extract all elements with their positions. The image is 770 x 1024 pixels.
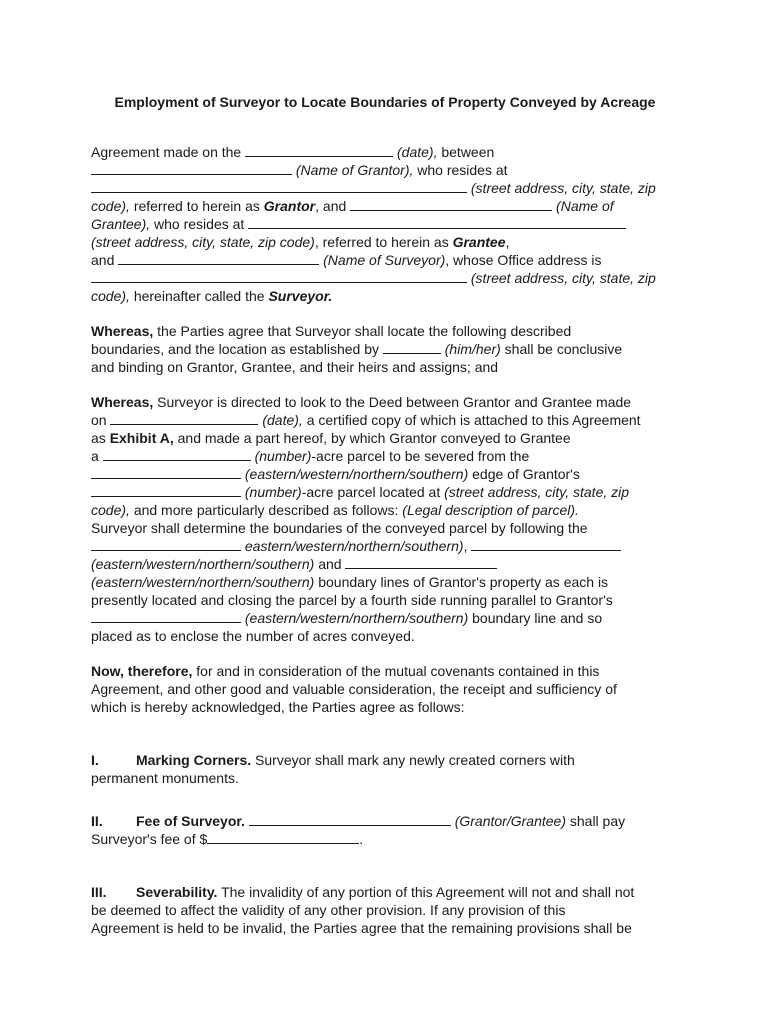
text: Agreement, and other good and valuable consideration, the receipt and sufficiency of [91, 681, 617, 697]
text: hereinafter called the [133, 288, 265, 304]
text: , referred to herein as [314, 234, 449, 250]
text: Surveyor's fee of $ [91, 831, 208, 847]
text: (Name of Surveyor) [323, 252, 446, 268]
text: Surveyor is directed to look to the Deed between Grantor and Grantee made [157, 394, 632, 410]
text: who resides at [154, 216, 245, 232]
fee-amount-blank[interactable] [207, 831, 359, 844]
text: boundary line and so [472, 610, 603, 626]
section-number: I. [91, 752, 99, 768]
text: Whereas, [91, 323, 154, 339]
text: and [91, 252, 115, 268]
text: . [359, 831, 364, 847]
section-severability [91, 883, 681, 937]
section-number: III. [91, 884, 107, 900]
edge-direction-blank[interactable] [91, 466, 241, 479]
section-heading: Severability. [136, 884, 218, 900]
section-heading: Fee of Surveyor. [136, 813, 245, 829]
payer-blank[interactable] [249, 813, 451, 826]
date-blank[interactable] [245, 144, 393, 157]
text: (eastern/western/northern/southern) [244, 610, 469, 626]
boundary-direction-blank-1[interactable] [91, 538, 241, 551]
text: (street address, city, state, zip code) [91, 234, 315, 250]
document-body [91, 143, 681, 937]
text: between [441, 144, 495, 160]
grantor-name-blank[interactable] [91, 162, 292, 175]
whereas-paragraph-2 [91, 393, 681, 645]
text: boundary lines of Grantor's property as each is [318, 574, 609, 590]
text: for and in consideration of the mutual covenants contained in this [196, 663, 600, 679]
text: edge of Grantor's [472, 466, 580, 482]
surveyor-address-blank[interactable] [91, 270, 467, 283]
text: Agreement made on the [91, 144, 242, 160]
text: (him/her) [444, 341, 501, 357]
text: (Name of Grantor), [295, 162, 414, 178]
text: and [318, 556, 342, 572]
grantor-address-blank[interactable] [91, 180, 467, 193]
text: Grantee [452, 234, 506, 250]
text: Surveyor. [268, 288, 333, 304]
section-number: II. [91, 813, 103, 829]
text: Exhibit A, [109, 430, 174, 446]
text: , [463, 538, 468, 554]
text: presently located and closing the parcel by a fourth side running parallel to Grantor's [91, 592, 613, 608]
boundary-direction-blank-2[interactable] [471, 538, 621, 551]
text: , [505, 234, 510, 250]
text: (eastern/western/northern/southern) [91, 574, 315, 590]
now-therefore-paragraph [91, 662, 681, 716]
text: -acre parcel located at [301, 484, 441, 500]
text: and binding on Grantor, Grantee, and their heirs and assigns; and [91, 359, 499, 375]
boundary-direction-blank-4[interactable] [91, 610, 241, 623]
text: a certified copy of which is attached to this Agreement [306, 412, 641, 428]
text: (Legal description of parcel). [402, 502, 579, 518]
text: -acre parcel to be severed from the [311, 448, 530, 464]
text: code), [91, 288, 130, 304]
acre-number-blank[interactable] [103, 448, 251, 461]
text: referred to herein as [133, 198, 260, 214]
text: Surveyor shall determine the boundaries of the conveyed parcel by following the [91, 520, 588, 536]
text: who resides at [417, 162, 508, 178]
text: as [91, 430, 106, 446]
text: eastern/western/northern/southern) [244, 538, 464, 554]
text: Whereas, [91, 394, 154, 410]
pronoun-blank[interactable] [383, 341, 441, 354]
text: shall pay [569, 813, 626, 829]
text: (date), [262, 412, 303, 428]
text: code), [91, 198, 130, 214]
text: Now, therefore, [91, 663, 193, 679]
text: (Name of [556, 198, 614, 214]
text: The invalidity of any portion of this Agreement will not and shall not [221, 884, 635, 900]
agreement-paragraph [91, 143, 681, 305]
grantee-address-blank[interactable] [248, 216, 626, 229]
deed-date-blank[interactable] [110, 412, 258, 425]
text: permanent monuments. [91, 770, 239, 786]
text: (eastern/western/northern/southern) [91, 556, 315, 572]
text: , and [315, 198, 347, 214]
parcel-number-blank[interactable] [91, 484, 241, 497]
boundary-direction-blank-3[interactable] [345, 556, 497, 569]
text: (eastern/western/northern/southern) [244, 466, 469, 482]
text: (number) [254, 448, 312, 464]
text: Grantee), [91, 216, 151, 232]
text: which is hereby acknowledged, the Parties agree as follows: [91, 699, 465, 715]
text: the Parties agree that Surveyor shall locate the following described [157, 323, 572, 339]
text: Agreement is held to be invalid, the Parties agree that the remaining provisions shall be [91, 920, 632, 936]
text: a [91, 448, 99, 464]
whereas-paragraph-1 [91, 322, 681, 376]
text: (street address, city, state, zip [444, 484, 630, 500]
text: and more particularly described as follows: [133, 502, 399, 518]
text: , whose Office address is [445, 252, 602, 268]
text: (street address, city, state, zip [470, 180, 656, 196]
text: and made a part hereof, by which Grantor conveyed to Grantee [177, 430, 571, 446]
section-fee-of-surveyor [91, 812, 681, 848]
text: shall be conclusive [504, 341, 623, 357]
surveyor-name-blank[interactable] [118, 252, 319, 265]
text: be deemed to affect the validity of any other provision. If any provision of this [91, 902, 566, 918]
text: boundaries, and the location as established by [91, 341, 379, 357]
text: placed as to enclose the number of acres conveyed. [91, 628, 415, 644]
section-marking-corners [91, 751, 681, 787]
document-title: Employment of Surveyor to Locate Boundaries of Property Conveyed by Acreage [114, 94, 656, 110]
text: (date), [397, 144, 438, 160]
text: (number) [244, 484, 302, 500]
text: on [91, 412, 107, 428]
text: (Grantor/Grantee) [454, 813, 566, 829]
text: Grantor [263, 198, 316, 214]
text: Surveyor shall mark any newly created corners with [255, 752, 575, 768]
text: (street address, city, state, zip [470, 270, 656, 286]
text: code), [91, 502, 130, 518]
grantee-name-blank[interactable] [350, 198, 552, 211]
section-heading: Marking Corners. [136, 752, 252, 768]
